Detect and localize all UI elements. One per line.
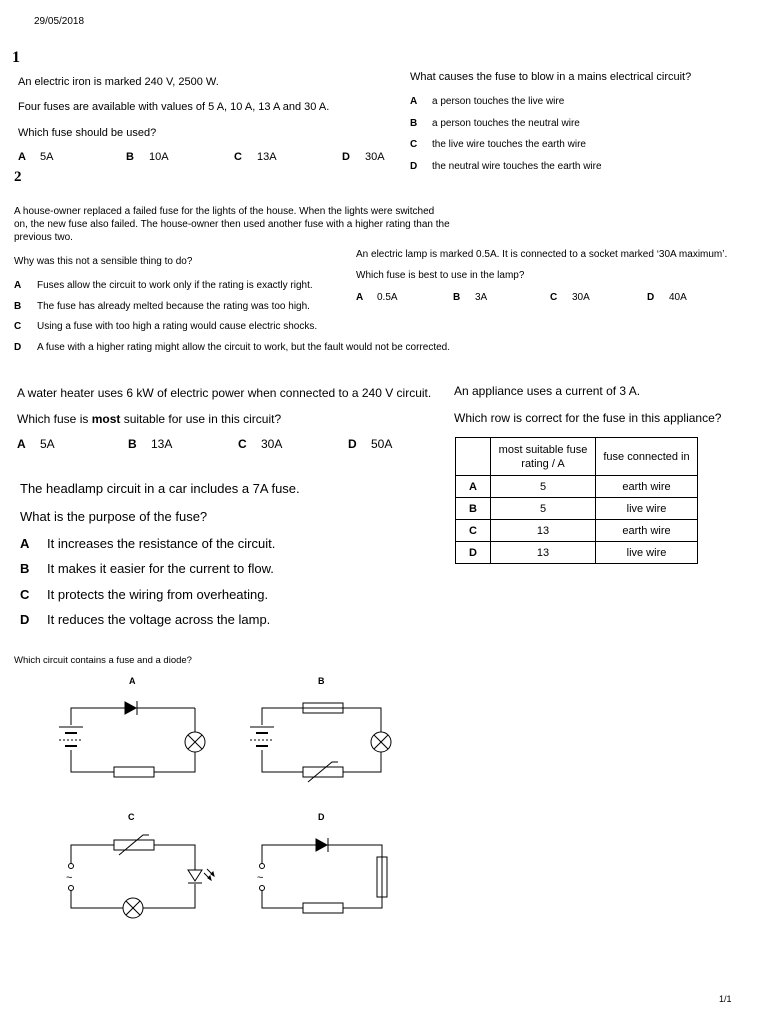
fuse-icon <box>377 857 387 897</box>
wire <box>143 884 195 908</box>
option-text: the neutral wire touches the earth wire <box>432 161 602 172</box>
circuit-diagrams <box>0 670 460 930</box>
circuit-c <box>69 835 215 918</box>
table-header-row <box>456 438 698 476</box>
option-letter: A <box>17 437 26 451</box>
option-letter: A <box>410 96 418 107</box>
option-text: Fuses allow the circuit to work only if the rating is exactly right. <box>37 280 313 291</box>
option-letter: B <box>20 561 30 576</box>
option-letter: B <box>128 437 137 451</box>
option-text: the live wire touches the earth wire <box>432 139 586 150</box>
wire <box>71 750 114 772</box>
option-letter: C <box>410 139 418 150</box>
option-letter: A <box>18 151 26 163</box>
question-prompt: Which row is correct for the fuse in this appliance? <box>454 411 722 425</box>
wire <box>343 897 382 908</box>
fuse-icon <box>303 703 343 713</box>
table-header: fuse connected in <box>596 438 698 476</box>
wire <box>71 890 123 908</box>
option-letter: A <box>356 292 364 303</box>
circuit-label: A <box>129 676 136 686</box>
option-text: 50A <box>371 437 393 451</box>
prompt-part: Which fuse is <box>17 412 92 426</box>
variable-resistor-icon <box>303 762 343 782</box>
option-text: 30A <box>261 437 283 451</box>
circuit-a <box>59 701 205 777</box>
page-number: 1/1 <box>719 994 732 1004</box>
diode-icon <box>123 701 141 715</box>
table-cell: 13 <box>491 520 596 542</box>
lamp-icon <box>123 898 143 918</box>
wire <box>262 845 314 864</box>
option-letter: C <box>238 437 247 451</box>
resistor-icon <box>114 767 154 777</box>
table-cell: earth wire <box>596 476 698 498</box>
option-text: 0.5A <box>377 292 398 303</box>
option-text: It makes it easier for the current to flow. <box>47 561 274 576</box>
question-text: A water heater uses 6 kW of electric power when connected to a 240 V circuit. <box>17 386 432 400</box>
question-text: The headlamp circuit in a car includes a 7A fuse. <box>20 481 300 496</box>
wire <box>262 708 303 725</box>
question-text: on, the new fuse also failed. The house-owner then used another fuse with a higher rating than the <box>14 219 450 230</box>
question-text: An appliance uses a current of 3 A. <box>454 384 641 398</box>
option-letter: D <box>410 161 418 172</box>
option-text: It increases the resistance of the circuit. <box>47 536 276 551</box>
option-letter: A <box>20 536 30 551</box>
option-text: A fuse with a higher rating might allow the circuit to work, but the fault would not be corrected. <box>37 342 450 353</box>
option-text: It protects the wiring from overheating. <box>47 587 269 602</box>
question-prompt: Which fuse should be used? <box>18 127 157 139</box>
option-letter: B <box>410 118 418 129</box>
table-header: most suitable fuse rating / A <box>491 438 596 476</box>
option-letter: B <box>126 151 134 163</box>
option-letter: D <box>14 342 22 353</box>
option-letter: C <box>234 151 242 163</box>
led-icon <box>188 869 214 883</box>
option-letter: C <box>20 587 30 602</box>
option-text: 40A <box>669 292 687 303</box>
row-label: C <box>456 520 491 542</box>
table-cell: live wire <box>596 542 698 564</box>
section-number-2: 2 <box>14 169 22 185</box>
table-row <box>456 476 698 498</box>
wire <box>154 845 195 870</box>
question-prompt: Which fuse is best to use in the lamp? <box>356 270 525 281</box>
question-text: An electric iron is marked 240 V, 2500 W. <box>18 76 219 88</box>
table-cell: 5 <box>491 498 596 520</box>
option-text: 5A <box>40 151 54 163</box>
circuit-label: C <box>128 812 135 822</box>
question-prompt: Which circuit contains a fuse and a diode? <box>14 655 192 666</box>
option-letter: C <box>14 321 22 332</box>
question-text: An electric lamp is marked 0.5A. It is connected to a socket marked ‘30A maximum’. <box>356 249 728 260</box>
question-text: A house-owner replaced a failed fuse for the lights of the house. When the lights were switched <box>14 206 435 217</box>
option-letter: A <box>14 280 22 291</box>
option-text: 5A <box>40 437 55 451</box>
prompt-part: suitable for use in this circuit? <box>120 412 282 426</box>
question-prompt: What is the purpose of the fuse? <box>20 509 208 524</box>
circuit-b <box>250 703 391 782</box>
option-text: a person touches the live wire <box>432 96 565 107</box>
table-cell: earth wire <box>596 520 698 542</box>
option-letter: B <box>14 301 22 312</box>
ac-symbol: ~ <box>66 872 73 884</box>
wire <box>343 752 381 772</box>
question-prompt <box>17 412 281 426</box>
prompt-emphasis: most <box>91 412 121 426</box>
question-prompt: Why was this not a sensible thing to do? <box>14 256 193 267</box>
wire <box>262 750 303 772</box>
fuse-table <box>455 437 698 564</box>
diode-icon <box>314 838 332 852</box>
option-letter: B <box>453 292 461 303</box>
wire <box>343 708 381 732</box>
row-label: B <box>456 498 491 520</box>
option-letter: D <box>348 437 357 451</box>
option-text: 13A <box>151 437 173 451</box>
option-text: 30A <box>365 151 385 163</box>
table-cell: 13 <box>491 542 596 564</box>
option-letter: D <box>647 292 655 303</box>
option-text: 13A <box>257 151 277 163</box>
circuit-d <box>260 838 388 913</box>
table-cell: live wire <box>596 498 698 520</box>
lamp-icon <box>185 732 205 752</box>
wire <box>71 845 114 864</box>
question-prompt: What causes the fuse to blow in a mains electrical circuit? <box>410 71 692 83</box>
option-letter: C <box>550 292 558 303</box>
battery-icon <box>59 727 83 746</box>
section-number-1: 1 <box>12 49 20 66</box>
date-stamp: 29/05/2018 <box>34 16 85 27</box>
option-text: a person touches the neutral wire <box>432 118 580 129</box>
circuit-label: B <box>318 676 325 686</box>
ac-symbol: ~ <box>257 872 264 884</box>
question-text: Four fuses are available with values of 5 A, 10 A, 13 A and 30 A. <box>18 101 330 113</box>
lamp-icon <box>371 732 391 752</box>
option-text: It reduces the voltage across the lamp. <box>47 612 271 627</box>
wire <box>71 708 123 725</box>
option-text: 3A <box>475 292 488 303</box>
row-label: D <box>456 542 491 564</box>
table-row <box>456 498 698 520</box>
wire <box>262 890 303 908</box>
option-text: Using a fuse with too high a rating would cause electric shocks. <box>37 321 318 332</box>
question-text: previous two. <box>14 232 73 243</box>
resistor-icon <box>303 903 343 913</box>
table-row <box>456 542 698 564</box>
option-letter: D <box>20 612 30 627</box>
circuit-label: D <box>318 812 325 822</box>
wire <box>332 845 382 857</box>
option-text: The fuse has already melted because the rating was too high. <box>37 301 310 312</box>
table-cell: 5 <box>491 476 596 498</box>
option-text: 30A <box>572 292 590 303</box>
row-label: A <box>456 476 491 498</box>
variable-resistor-icon <box>114 835 154 855</box>
table-row <box>456 520 698 542</box>
option-text: 10A <box>149 151 169 163</box>
table-corner <box>456 438 491 476</box>
option-letter: D <box>342 151 350 163</box>
wire <box>154 752 195 772</box>
battery-icon <box>250 727 274 746</box>
